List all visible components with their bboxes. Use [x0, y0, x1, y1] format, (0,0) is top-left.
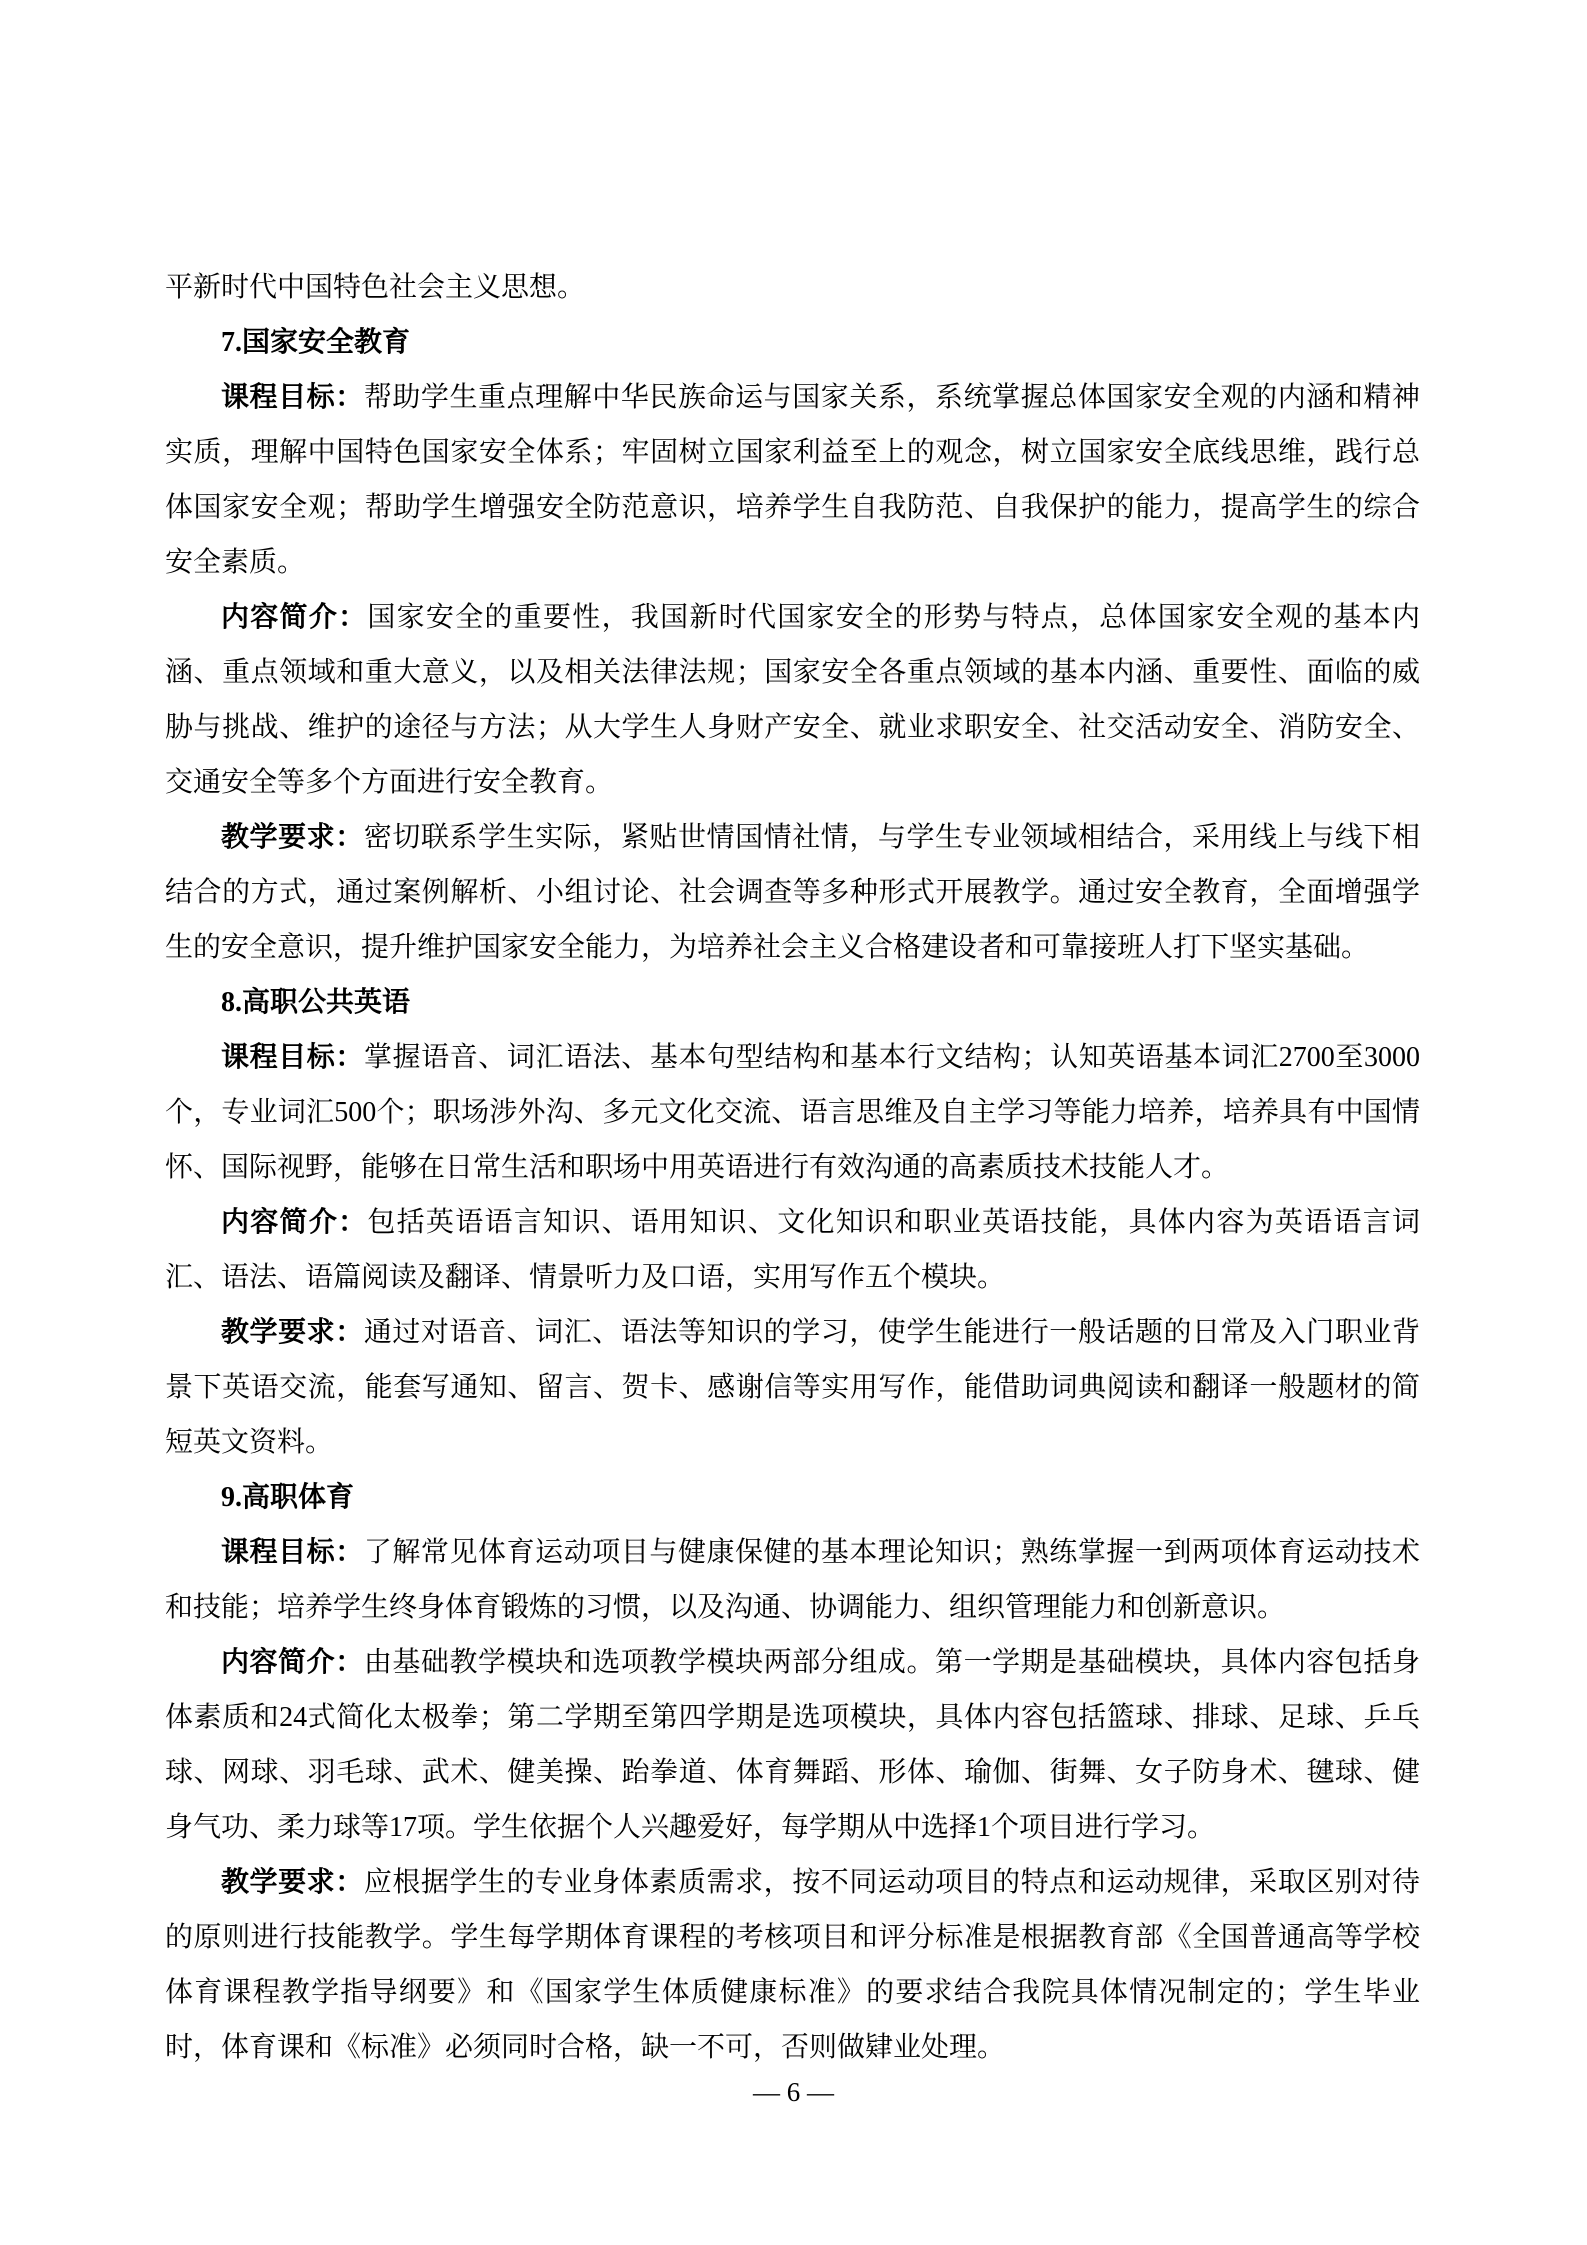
para-text: 了解常见体育运动项目与健康保健的基本理论知识；熟练掌握一到两项体育运动技术和技能；培养学生终身体育锻炼的习惯，以及沟通、协调能力、组织管理能力和创新意识。	[165, 1537, 1420, 1623]
para-course9-objective	[165, 1525, 1420, 1635]
para-course7-summary	[165, 590, 1420, 810]
para-course7-objective	[165, 370, 1420, 590]
page-number: — 6 —	[753, 2077, 834, 2107]
para-course7-requirements	[165, 810, 1420, 975]
para-label: 教学要求：	[221, 1317, 364, 1348]
heading-course-7: 7.国家安全教育	[221, 327, 411, 358]
para-text: 密切联系学生实际，紧贴世情国情社情，与学生专业领域相结合，采用线上与线下相结合的方式，通过案例解析、小组讨论、社会调查等多种形式开展教学。通过安全教育，全面增强学生的安全意识，提升维护国家安全能力，为培养社会主义合格建设者和可靠接班人打下坚实基础。	[165, 822, 1420, 963]
para-course9-requirements	[165, 1855, 1420, 2075]
para-text: 帮助学生重点理解中华民族命运与国家关系，系统掌握总体国家安全观的内涵和精神实质，理解中国特色国家安全体系；牢固树立国家利益至上的观念，树立国家安全底线思维，践行总体国家安全观；帮助学生增强安全防范意识，培养学生自我防范、自我保护的能力，提高学生的综合安全素质。	[165, 382, 1420, 578]
para-label: 课程目标：	[221, 1537, 364, 1568]
para-label: 内容简介：	[221, 602, 368, 633]
para-label: 内容简介：	[221, 1207, 368, 1238]
para-text: 由基础教学模块和选项教学模块两部分组成。第一学期是基础模块，具体内容包括身体素质和24式简化太极拳；第二学期至第四学期是选项模块，具体内容包括篮球、排球、足球、乒乓球、网球、羽毛球、武术、健美操、跆拳道、体育舞蹈、形体、瑜伽、街舞、女子防身术、毽球、健身气功、柔力球等17项。学生依据个人兴趣爱好，每学期从中选择1个项目进行学习。	[165, 1647, 1420, 1843]
para-text: 应根据学生的专业身体素质需求，按不同运动项目的特点和运动规律，采取区别对待的原则进行技能教学。学生每学期体育课程的考核项目和评分标准是根据教育部《全国普通高等学校体育课程教学指导纲要》和《国家学生体质健康标准》的要求结合我院具体情况制定的；学生毕业时，体育课和《标准》必须同时合格，缺一不可，否则做肄业处理。	[165, 1867, 1420, 2063]
para-label: 内容简介：	[221, 1647, 364, 1678]
para-label: 教学要求：	[221, 1867, 364, 1898]
para-label: 教学要求：	[221, 822, 364, 853]
para-label: 课程目标：	[221, 382, 364, 413]
para-course9-summary	[165, 1635, 1420, 1855]
para-course8-summary	[165, 1195, 1420, 1305]
para-course8-objective	[165, 1030, 1420, 1195]
para-continuation: 平新时代中国特色社会主义思想。	[165, 272, 586, 303]
para-text: 包括英语语言知识、语用知识、文化知识和职业英语技能，具体内容为英语语言词汇、语法、语篇阅读及翻译、情景听力及口语，实用写作五个模块。	[165, 1207, 1420, 1293]
para-course8-requirements	[165, 1305, 1420, 1470]
para-label: 课程目标：	[221, 1042, 364, 1073]
para-text: 掌握语音、词汇语法、基本句型结构和基本行文结构；认知英语基本词汇2700至3000个，专业词汇500个；职场涉外沟、多元文化交流、语言思维及自主学习等能力培养，培养具有中国情怀、国际视野，能够在日常生活和职场中用英语进行有效沟通的高素质技术技能人才。	[165, 1042, 1420, 1183]
para-text: 通过对语音、词汇、语法等知识的学习，使学生能进行一般话题的日常及入门职业背景下英语交流，能套写通知、留言、贺卡、感谢信等实用写作，能借助词典阅读和翻译一般题材的简短英文资料。	[165, 1317, 1420, 1458]
para-text: 国家安全的重要性，我国新时代国家安全的形势与特点，总体国家安全观的基本内涵、重点领域和重大意义，以及相关法律法规；国家安全各重点领域的基本内涵、重要性、面临的威胁与挑战、维护的途径与方法；从大学生人身财产安全、就业求职安全、社交活动安全、消防安全、交通安全等多个方面进行安全教育。	[165, 602, 1420, 798]
document-body	[165, 260, 1420, 2075]
heading-course-8: 8.高职公共英语	[221, 987, 411, 1018]
heading-course-9: 9.高职体育	[221, 1482, 355, 1513]
